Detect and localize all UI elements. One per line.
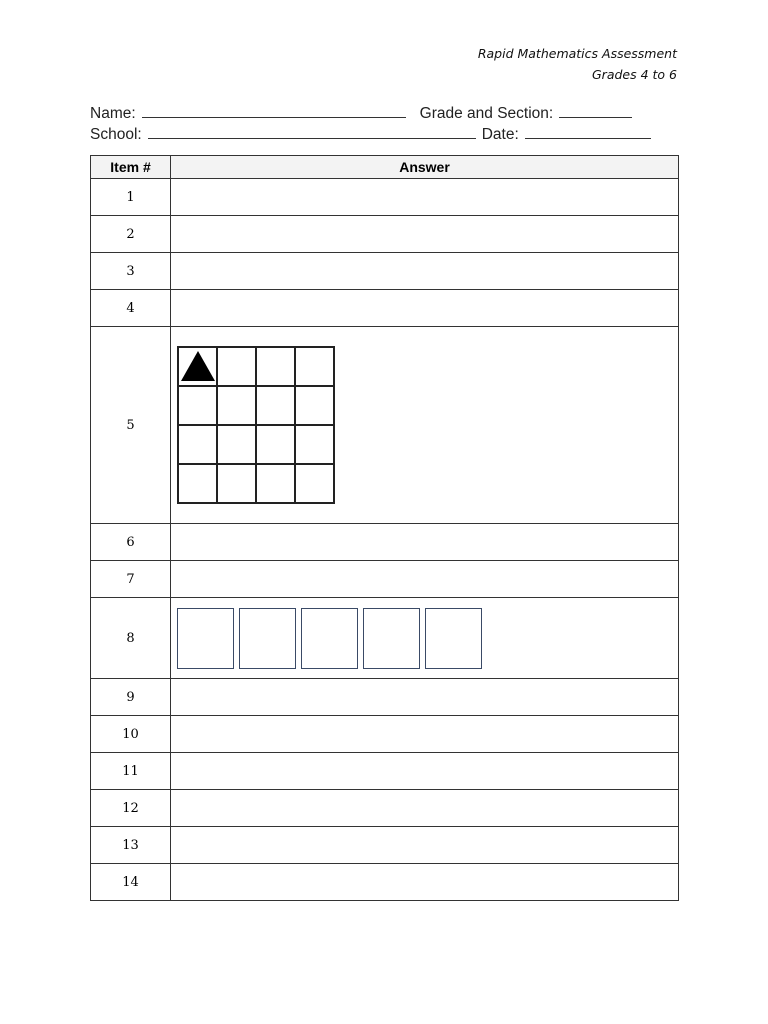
answer-box[interactable] <box>239 608 296 669</box>
date-label: Date: <box>481 126 519 143</box>
name-grade-line <box>90 104 632 123</box>
answer-cell[interactable] <box>171 179 679 216</box>
table-row <box>91 253 679 290</box>
item-number: 5 <box>91 327 171 524</box>
grade-section-label: Grade and Section: <box>419 105 554 122</box>
school-field[interactable] <box>148 125 476 139</box>
grade-section-field[interactable] <box>559 104 632 118</box>
grid-cell[interactable] <box>217 425 256 464</box>
name-label: Name: <box>90 105 136 122</box>
answer-cell[interactable] <box>171 327 679 524</box>
grid-cell[interactable] <box>295 386 334 425</box>
answer-cell[interactable] <box>171 679 679 716</box>
filled-triangle-icon <box>181 351 215 381</box>
table-row <box>91 524 679 561</box>
table-row <box>91 864 679 901</box>
item-number: 14 <box>91 864 171 901</box>
grid-cell[interactable] <box>295 425 334 464</box>
answer-cell[interactable] <box>171 790 679 827</box>
answer-box[interactable] <box>363 608 420 669</box>
date-field[interactable] <box>525 125 651 139</box>
answer-cell[interactable] <box>171 290 679 327</box>
grid-cell[interactable] <box>295 464 334 503</box>
grid-cell[interactable] <box>295 347 334 386</box>
grid-cell[interactable] <box>178 464 217 503</box>
assessment-grades: Grades 4 to 6 <box>592 67 677 82</box>
answer-cell[interactable] <box>171 216 679 253</box>
table-row <box>91 827 679 864</box>
name-field[interactable] <box>142 104 406 118</box>
answer-cell[interactable] <box>171 253 679 290</box>
answer-cell[interactable] <box>171 864 679 901</box>
school-date-line <box>90 125 651 144</box>
answer-cell[interactable] <box>171 753 679 790</box>
grid-cell[interactable] <box>217 347 256 386</box>
assessment-title: Rapid Mathematics Assessment <box>477 46 677 61</box>
answer-table <box>90 155 679 901</box>
answer-boxes <box>177 608 678 669</box>
item-number: 4 <box>91 290 171 327</box>
grid-cell[interactable] <box>256 386 295 425</box>
grid-cell[interactable] <box>217 386 256 425</box>
item-number: 9 <box>91 679 171 716</box>
item-number: 12 <box>91 790 171 827</box>
grid-cell[interactable] <box>178 386 217 425</box>
item-column-header: Item # <box>91 156 171 179</box>
table-row <box>91 679 679 716</box>
table-row <box>91 598 679 679</box>
answer-box[interactable] <box>177 608 234 669</box>
answer-cell[interactable] <box>171 598 679 679</box>
answer-cell[interactable] <box>171 561 679 598</box>
grid-cell[interactable] <box>256 464 295 503</box>
answer-cell[interactable] <box>171 716 679 753</box>
item-number: 2 <box>91 216 171 253</box>
school-label: School: <box>90 126 142 143</box>
grid-cell[interactable] <box>178 425 217 464</box>
answer-box[interactable] <box>301 608 358 669</box>
table-row <box>91 561 679 598</box>
item-number: 3 <box>91 253 171 290</box>
table-row <box>91 327 679 524</box>
answer-cell[interactable] <box>171 827 679 864</box>
answer-grid-4x4[interactable] <box>177 346 335 504</box>
grid-cell[interactable] <box>217 464 256 503</box>
item-number: 1 <box>91 179 171 216</box>
item-number: 11 <box>91 753 171 790</box>
grid-cell[interactable] <box>178 347 217 386</box>
answer-box[interactable] <box>425 608 482 669</box>
table-row <box>91 216 679 253</box>
item-number: 8 <box>91 598 171 679</box>
table-row <box>91 290 679 327</box>
grid-cell[interactable] <box>256 347 295 386</box>
item-number: 7 <box>91 561 171 598</box>
table-row <box>91 753 679 790</box>
answer-column-header: Answer <box>171 156 679 179</box>
item-number: 6 <box>91 524 171 561</box>
table-row <box>91 179 679 216</box>
answer-cell[interactable] <box>171 524 679 561</box>
table-row <box>91 790 679 827</box>
grid-cell[interactable] <box>256 425 295 464</box>
table-row <box>91 716 679 753</box>
item-number: 10 <box>91 716 171 753</box>
item-number: 13 <box>91 827 171 864</box>
